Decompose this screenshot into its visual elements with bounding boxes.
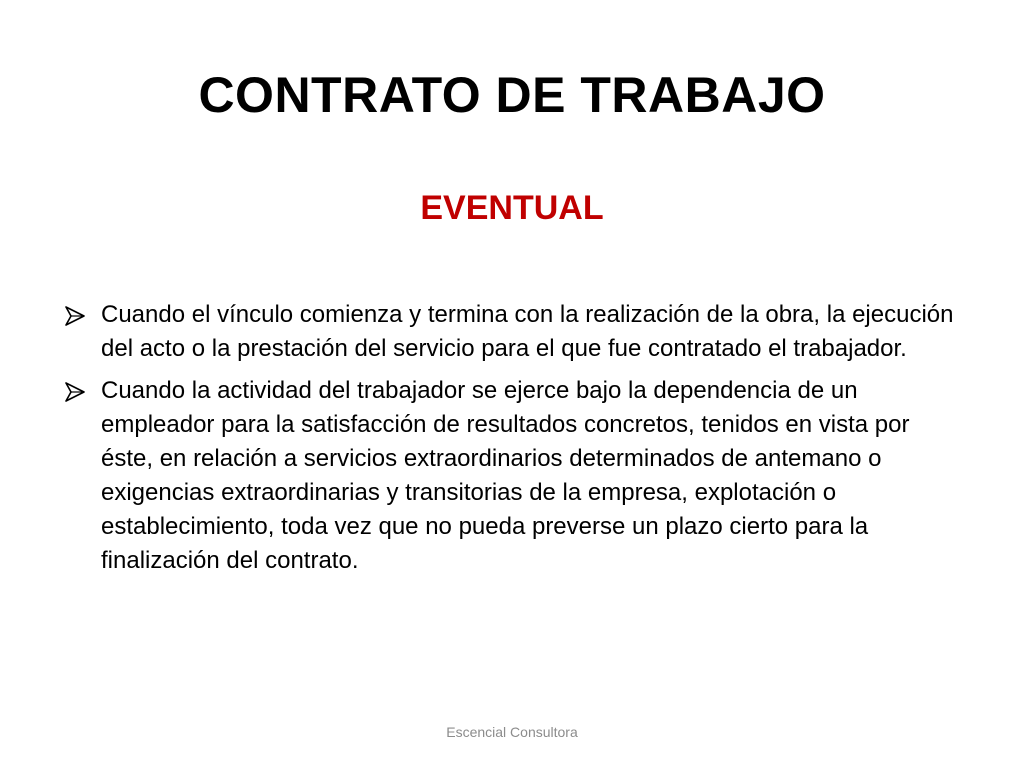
arrowhead-bullet-icon [64, 382, 86, 402]
bullet-text: Cuando el vínculo comienza y termina con la realización de la obra, la ejecución del acto o la prestación del servicio para el que fue contratado el trabajador. [101, 301, 954, 362]
slide-subtitle: EVENTUAL [420, 189, 604, 227]
slide-footer: Escencial Consultora [446, 724, 578, 740]
bullet-item [64, 298, 964, 366]
arrowhead-bullet-icon [64, 306, 86, 326]
bullet-item [64, 374, 964, 578]
bullet-list [64, 298, 964, 586]
slide-title: CONTRATO DE TRABAJO [198, 67, 826, 123]
bullet-text: Cuando la actividad del trabajador se ejerce bajo la dependencia de un empleador para la satisfacción de resultados concretos, tenidos en vista por éste, en relación a servicios extraordinarios determinados de antemano o exigencias extraordinarias y transitorias de la empresa, explotación o establecimiento, toda vez que no pueda preverse un plazo cierto para la finalización del contrato. [101, 377, 910, 574]
